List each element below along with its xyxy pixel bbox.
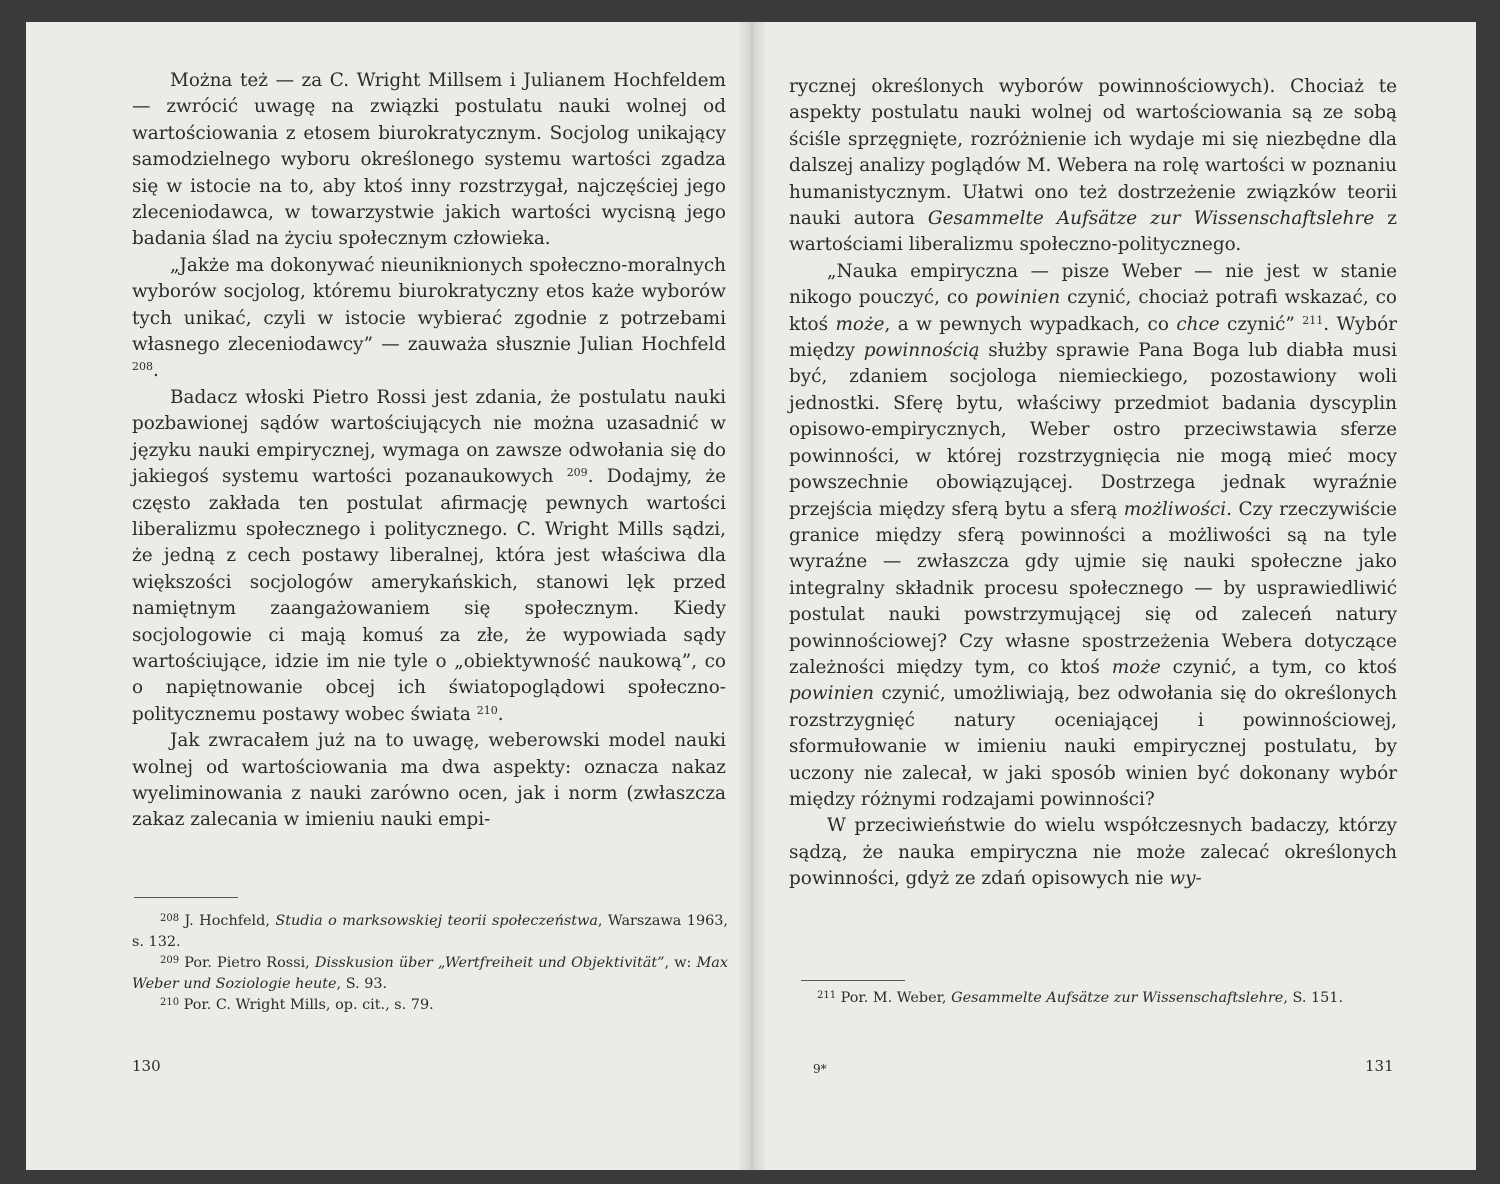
- paragraph-text: z wartościami liberalizmu społeczno-politycznego.: [789, 208, 1397, 256]
- footnote: [789, 988, 1397, 1009]
- footnote-title: Gesammelte Aufsätze zur Wissenschaftslehre: [951, 990, 1284, 1006]
- footnote-title: Max Weber und Soziologie heute: [132, 955, 728, 992]
- left-page-body: [132, 68, 726, 834]
- paragraph: [132, 728, 726, 834]
- punctuation: .: [153, 360, 159, 382]
- footnote: [132, 995, 728, 1016]
- footnote-separator: [134, 897, 238, 898]
- footnote-text: , w:: [664, 955, 697, 971]
- italic-word: może: [1111, 656, 1161, 678]
- footnote-ref: 211: [1302, 313, 1324, 327]
- italic-word: chce: [1176, 313, 1220, 335]
- paragraph: [132, 385, 726, 728]
- footnote: [132, 953, 728, 995]
- footnote-text: , S. 151.: [1283, 990, 1344, 1006]
- paragraph-text: czynić”: [1219, 313, 1295, 335]
- footnote-title: Studia o marksowskiej teorii społeczeństwa: [275, 913, 598, 929]
- signature-mark: 9*: [813, 1062, 827, 1076]
- footnote-text: , Warszawa 1963, s. 132.: [132, 913, 728, 950]
- paragraph-text: . Czy rzeczywiście granice między sferą powinności a możliwości są na tyle wyraźne — zwłaszcza gdy ujmie się nauki społeczne jako integralny składnik procesu społecznego — by usprawiedliwić postulat nauki powstrzymującej się od zaleceń natury powinnościowej? Czy własne spostrzeżenia Webera dotyczące zależności między tym, co ktoś: [789, 498, 1398, 678]
- paragraph-text: . Wybór między: [789, 313, 1397, 362]
- italic-word: wy-: [1169, 868, 1202, 890]
- footnote-ref: 210: [476, 703, 498, 717]
- paragraph-text: Badacz włoski Pietro Rossi jest zdania, że postulatu nauki pozbawionej sądów wartościujących nie można uzasadnić w języku nauki empirycznej, wymaga on zawsze odwołania się do jakiegoś systemu wartości pozanaukowych: [132, 386, 726, 488]
- paragraph-text: służby sprawie Pana Boga lub diabła musi być, zdaniem socjologa niemieckiego, pozostawiony woli jednostki. Sferę bytu, właściwy przedmiot badania dyscyplin opisowo-empirycznych, Weber ostro przeciwstawia sferze powinności, w której rozstrzygnięcia nie mogą mieć mocy powszechnie obowiązującej. Dostrzega jednak wyraźnie przejścia między sferą bytu a sferą: [789, 340, 1397, 520]
- footnote-number: 211: [817, 990, 837, 1001]
- paragraph-text: czynić, a tym, co ktoś: [1160, 656, 1397, 678]
- footnote-number: 209: [160, 955, 180, 966]
- paragraph-text: „Nauka empiryczna — pisze Weber — nie jest w stanie nikogo pouczyć, co: [789, 260, 1397, 309]
- paragraph-text: Można też — za C. Wright Millsem i Julianem Hochfeldem — zwrócić uwagę na związki postulatu nauki wolnej od wartościowania z etosem biurokratycznym. Socjolog unikający samodzielnego wyboru określonego systemu wartości zgadza się w istocie na to, aby ktoś inny rozstrzygał, najczęściej jego zleceniodawca, w towarzystwie jakich wartości wycisną jego badania ślad na życiu społecznym człowieka.: [132, 70, 726, 250]
- footnote-text: J. Hochfeld,: [179, 913, 276, 929]
- paragraph: [789, 259, 1397, 814]
- footnote-number: 210: [160, 997, 180, 1008]
- paragraph: [789, 74, 1397, 259]
- footnote-text: Por. M. Weber,: [836, 990, 952, 1006]
- footnote-ref: 208: [132, 360, 153, 374]
- italic-word: powinnością: [863, 340, 980, 362]
- footnote-text: , S. 93.: [336, 976, 388, 992]
- punctuation: .: [497, 703, 504, 725]
- paragraph-text: W przeciwieństwie do wielu współczesnych badaczy, którzy sądzą, że nauka empiryczna nie może zalecać określonych powinności, gdyż ze zdań opisowych nie: [789, 815, 1397, 890]
- italic-title: Gesammelte Aufsätze zur Wissenschaftslehre: [927, 208, 1375, 230]
- footnote-text: Por. Pietro Rossi,: [179, 955, 315, 971]
- italic-word: może: [835, 313, 885, 335]
- italic-word: powinien: [975, 287, 1061, 309]
- footnote-text: Por. C. Wright Mills, op. cit., s. 79.: [179, 997, 434, 1013]
- italic-word: możliwości: [1123, 498, 1227, 520]
- paragraph: [132, 253, 726, 385]
- right-page-body: [789, 74, 1397, 893]
- left-footnotes: [132, 911, 728, 1016]
- footnote-separator: [801, 980, 905, 981]
- book-spread: [26, 22, 1476, 1170]
- italic-word: powinien: [789, 683, 874, 705]
- paragraph-text: , a w pewnych wypadkach, co: [884, 313, 1177, 335]
- footnote-number: 208: [160, 913, 180, 924]
- paragraph: [132, 68, 726, 253]
- paragraph-text: . Dodajmy, że często zakłada ten postulat afirmację pewnych wartości liberalizmu społecznego i politycznego. C. Wright Mills sądzi, że jedną z cech postawy liberalnej, która jest właściwa dla większości socjologów amerykańskich, stanowi lęk przed namiętnym zaangażowaniem się społecznym. Kiedy socjologowie ci mają komuś za złe, że wypowiada sądy wartościujące, idzie im nie tyle o „obiektywność naukową”, co o napiętnowanie obcej ich światopoglądowi społeczno-politycznemu postawy wobec świata: [132, 466, 726, 725]
- footnote-title: Disskusion über „Wertfreiheit und Objektivität”: [314, 955, 665, 971]
- right-page: [751, 22, 1476, 1170]
- footnote: [132, 911, 728, 953]
- right-footnotes: [789, 988, 1397, 1009]
- paragraph: [789, 813, 1397, 892]
- left-page: [26, 22, 751, 1170]
- page-number: 130: [132, 1057, 161, 1075]
- paragraph-text: rycznej określonych wyborów powinnościowych). Chociaż te aspekty postulatu nauki wolnej od wartościowania są ze sobą ściśle sprzęgnięte, rozróżnienie ich wydaje mi się niezbędne dla dalszej analizy poglądów M. Webera na rolę wartości w poznaniu humanistycznym. Ułatwi ono też dostrzeżenie związków teorii nauki autora: [789, 76, 1397, 230]
- paragraph-text: „Jakże ma dokonywać nieuniknionych społeczno-moralnych wyborów socjolog, któremu biurokratyczny etos każe wyborów tych unikać, czyli w istocie wybierać zgodnie z potrzebami własnego zleceniodawcy” — zauważa słusznie Julian Hochfeld: [132, 254, 726, 356]
- footnote-ref: 209: [566, 466, 588, 480]
- paragraph-text: czynić, umożliwiają, bez odwołania się do określonych rozstrzygnięć natury oceniającej i powinnościowej, sformułowanie w imieniu nauki empirycznej postulatu, by uczony nie zalecał, w jaki sposób winien być dokonany wybór między różnymi rodzajami powinności?: [789, 683, 1397, 810]
- paragraph-text: czynić, chociaż potrafi wskazać, co ktoś: [789, 287, 1397, 335]
- paragraph-text: Jak zwracałem już na to uwagę, weberowski model nauki wolnej od wartościowania ma dwa aspekty: oznacza nakaz wyeliminowania z nauki zarówno ocen, jak i norm (zwłaszcza zakaz zalecania w imieniu nauki empi-: [132, 730, 726, 831]
- page-number: 131: [1365, 1057, 1394, 1075]
